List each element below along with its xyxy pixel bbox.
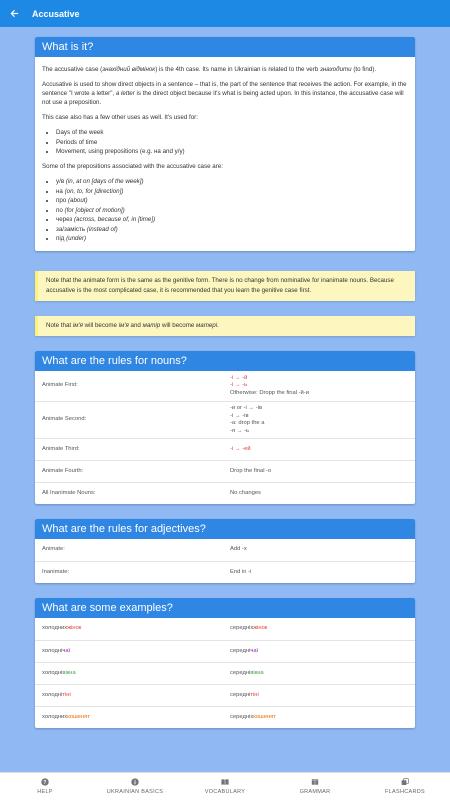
row-label: Inanimate: [42, 568, 70, 575]
list-item [56, 177, 408, 186]
list-item [56, 234, 408, 243]
text: холодних [42, 625, 68, 632]
rule: -і → -ей [230, 445, 251, 452]
example-right [223, 685, 415, 706]
text: за/замість [56, 225, 86, 233]
table-row [35, 438, 415, 460]
text: вікна [250, 669, 264, 676]
row-rules [223, 483, 415, 504]
uses-list [42, 128, 408, 156]
nav-vocabulary[interactable] [180, 773, 270, 800]
list-item: • Movement, using prepositions (e.g. на and у/у) [56, 147, 408, 156]
text: по [56, 206, 63, 214]
table-row [35, 640, 415, 662]
rule: -и or -і → -ів [230, 405, 263, 411]
text: The accusative case ( [42, 66, 103, 73]
text: ) is the 4th case. Its name in Ukrainian is related to the verb [155, 66, 320, 73]
flashcards-icon [401, 778, 409, 786]
row-label: Animate Fourth: [42, 467, 84, 474]
text: (under) [64, 235, 87, 242]
text: кошенят [67, 713, 90, 720]
prepositions-list [42, 177, 408, 243]
text: під [56, 235, 65, 242]
text: холодні [42, 647, 63, 654]
list-item [56, 225, 408, 234]
card-header: What are some examples? [35, 598, 415, 618]
rule: No changes [230, 489, 261, 496]
bottom-navigation [0, 772, 450, 800]
example-right [223, 641, 415, 662]
text: знаходити [319, 66, 352, 73]
text: холодні [42, 669, 63, 676]
intro-paragraph [42, 65, 408, 74]
text: знахідний відмінок [102, 66, 156, 73]
rule: -і → -й [230, 374, 248, 381]
text: холодні [42, 691, 63, 698]
text: жінок [67, 625, 82, 632]
row-rule: End in -і [230, 568, 252, 575]
row-rules [223, 371, 415, 401]
animate-note: Note that the animate form is the same as the genitive form. There is no change from nominative for inanimate nouns. Because accusative is the most complicated case, it is recommended that you learn the genitive case first. [35, 271, 415, 301]
example-left [35, 663, 223, 684]
table-row [35, 618, 415, 640]
table-row [35, 401, 415, 438]
back-button[interactable] [0, 0, 28, 27]
text: (instead of) [85, 225, 118, 233]
text: про [56, 197, 67, 204]
row-label: Animate First: [42, 382, 78, 389]
nav-grammar[interactable] [270, 773, 360, 800]
nav-label: VOCABULARY [204, 789, 246, 795]
nav-flashcards[interactable] [360, 773, 450, 800]
card-header: What is it? [35, 37, 415, 57]
app-bar [0, 0, 450, 27]
text: матір [142, 322, 161, 329]
rule: -я → -ь [230, 427, 250, 434]
list-item [56, 215, 408, 224]
svg-text:?: ? [43, 779, 47, 786]
nav-label: UKRAINIAN BASICS [106, 789, 164, 795]
example-right [223, 663, 415, 684]
list-item [56, 187, 408, 196]
card-header: What are the rules for adjectives? [35, 519, 415, 539]
table-row [35, 561, 415, 583]
text: (on, to, for [direction]) [62, 187, 124, 195]
text: у/в [56, 178, 65, 185]
list-item [56, 196, 408, 205]
text: тіні [250, 691, 259, 698]
rule: -а: drop the а [230, 420, 265, 426]
example-left [35, 641, 223, 662]
text: a letter [115, 90, 135, 97]
rule: Otherwise: Dropp the final -й-и [230, 389, 309, 396]
scroll-content[interactable] [0, 27, 450, 772]
list-item [56, 206, 408, 215]
nav-help[interactable] [0, 773, 90, 800]
text: Note that [46, 322, 73, 329]
nav-label: FLASHCARDS [385, 789, 425, 795]
row-label: Animate Third: [42, 445, 80, 452]
row-rules [223, 461, 415, 482]
what-is-it-card [35, 37, 415, 251]
table-row [35, 482, 415, 504]
text: тіні [62, 691, 71, 698]
nav-label: GRAMMAR [299, 789, 331, 795]
row-label: Animate: [42, 546, 65, 553]
book-open-icon [311, 778, 319, 786]
row-label: Animate Second: [42, 416, 87, 423]
text: will become [160, 322, 197, 329]
text: середні [230, 691, 251, 698]
text: is the direct object because it's what is being acted upon. In this instance, the accusative case will not use a preposition. [42, 90, 404, 106]
example-left [35, 618, 223, 640]
irregular-note [35, 316, 415, 336]
text: and [128, 322, 143, 329]
text: (to find). [351, 66, 377, 73]
table-row [35, 684, 415, 706]
rule: -і → -ів [230, 412, 249, 419]
usage-paragraph [42, 80, 408, 107]
row-rules [223, 439, 415, 460]
text: (for [object of motion]) [62, 206, 125, 214]
list-item: • Days of the week [56, 128, 408, 137]
nav-label: HELP [37, 789, 53, 795]
text: . [217, 322, 219, 329]
table-row [35, 706, 415, 728]
text: вікна [62, 669, 76, 676]
text: середніх [230, 625, 254, 632]
other-uses-paragraph: This case also has a few other uses as well. It's used for: [42, 114, 198, 121]
info-icon [131, 778, 139, 786]
table-row [35, 460, 415, 482]
adjective-rules-card [35, 519, 415, 583]
list-item: • Periods of time [56, 138, 408, 147]
text: на [56, 187, 63, 195]
text: ім'я [118, 322, 129, 329]
prepositions-paragraph: Some of the prepositions associated with the accusative case are: [42, 163, 223, 170]
example-left [35, 685, 223, 706]
example-right [223, 618, 415, 640]
text: кошенят [253, 713, 276, 720]
help-icon [41, 778, 49, 786]
text: середні [230, 647, 251, 654]
text: через [56, 216, 73, 223]
text: will become [82, 322, 119, 329]
text: (in, at on [days of the week]) [64, 178, 144, 185]
text: чаї [62, 647, 71, 654]
page-title: Accusative [32, 8, 80, 19]
rule: Drop the final -о [230, 467, 272, 474]
text: холодних [42, 713, 68, 720]
text: (across, because of, in [time]) [72, 216, 156, 223]
text: ім'я [72, 322, 83, 329]
rule: -і → -ь [230, 382, 248, 389]
row-label: All Inanimate Nouns: [42, 489, 96, 496]
example-right [223, 707, 415, 728]
noun-rules-card [35, 351, 415, 504]
nav-ukrainian-basics[interactable] [90, 773, 180, 800]
table-row [35, 539, 415, 561]
arrow-back-icon [10, 9, 19, 18]
book-icon [221, 778, 229, 786]
table-row [35, 371, 415, 401]
examples-card [35, 598, 415, 728]
text: матері [196, 322, 218, 329]
table-row [35, 662, 415, 684]
row-rules [223, 402, 415, 438]
example-left [35, 707, 223, 728]
card-header: What are the rules for nouns? [35, 351, 415, 371]
text: середні [230, 669, 251, 676]
text: чаї [250, 647, 259, 654]
text: жінок [253, 625, 268, 632]
text: Accusative is used to show direct objects in a sentence – that is, the part of the sentence that receives the action. For example, in the sentence "I wrote a letter", [42, 81, 407, 97]
text: середніх [230, 713, 254, 720]
text: (about) [66, 197, 88, 204]
row-rule: Add -х [230, 546, 247, 553]
